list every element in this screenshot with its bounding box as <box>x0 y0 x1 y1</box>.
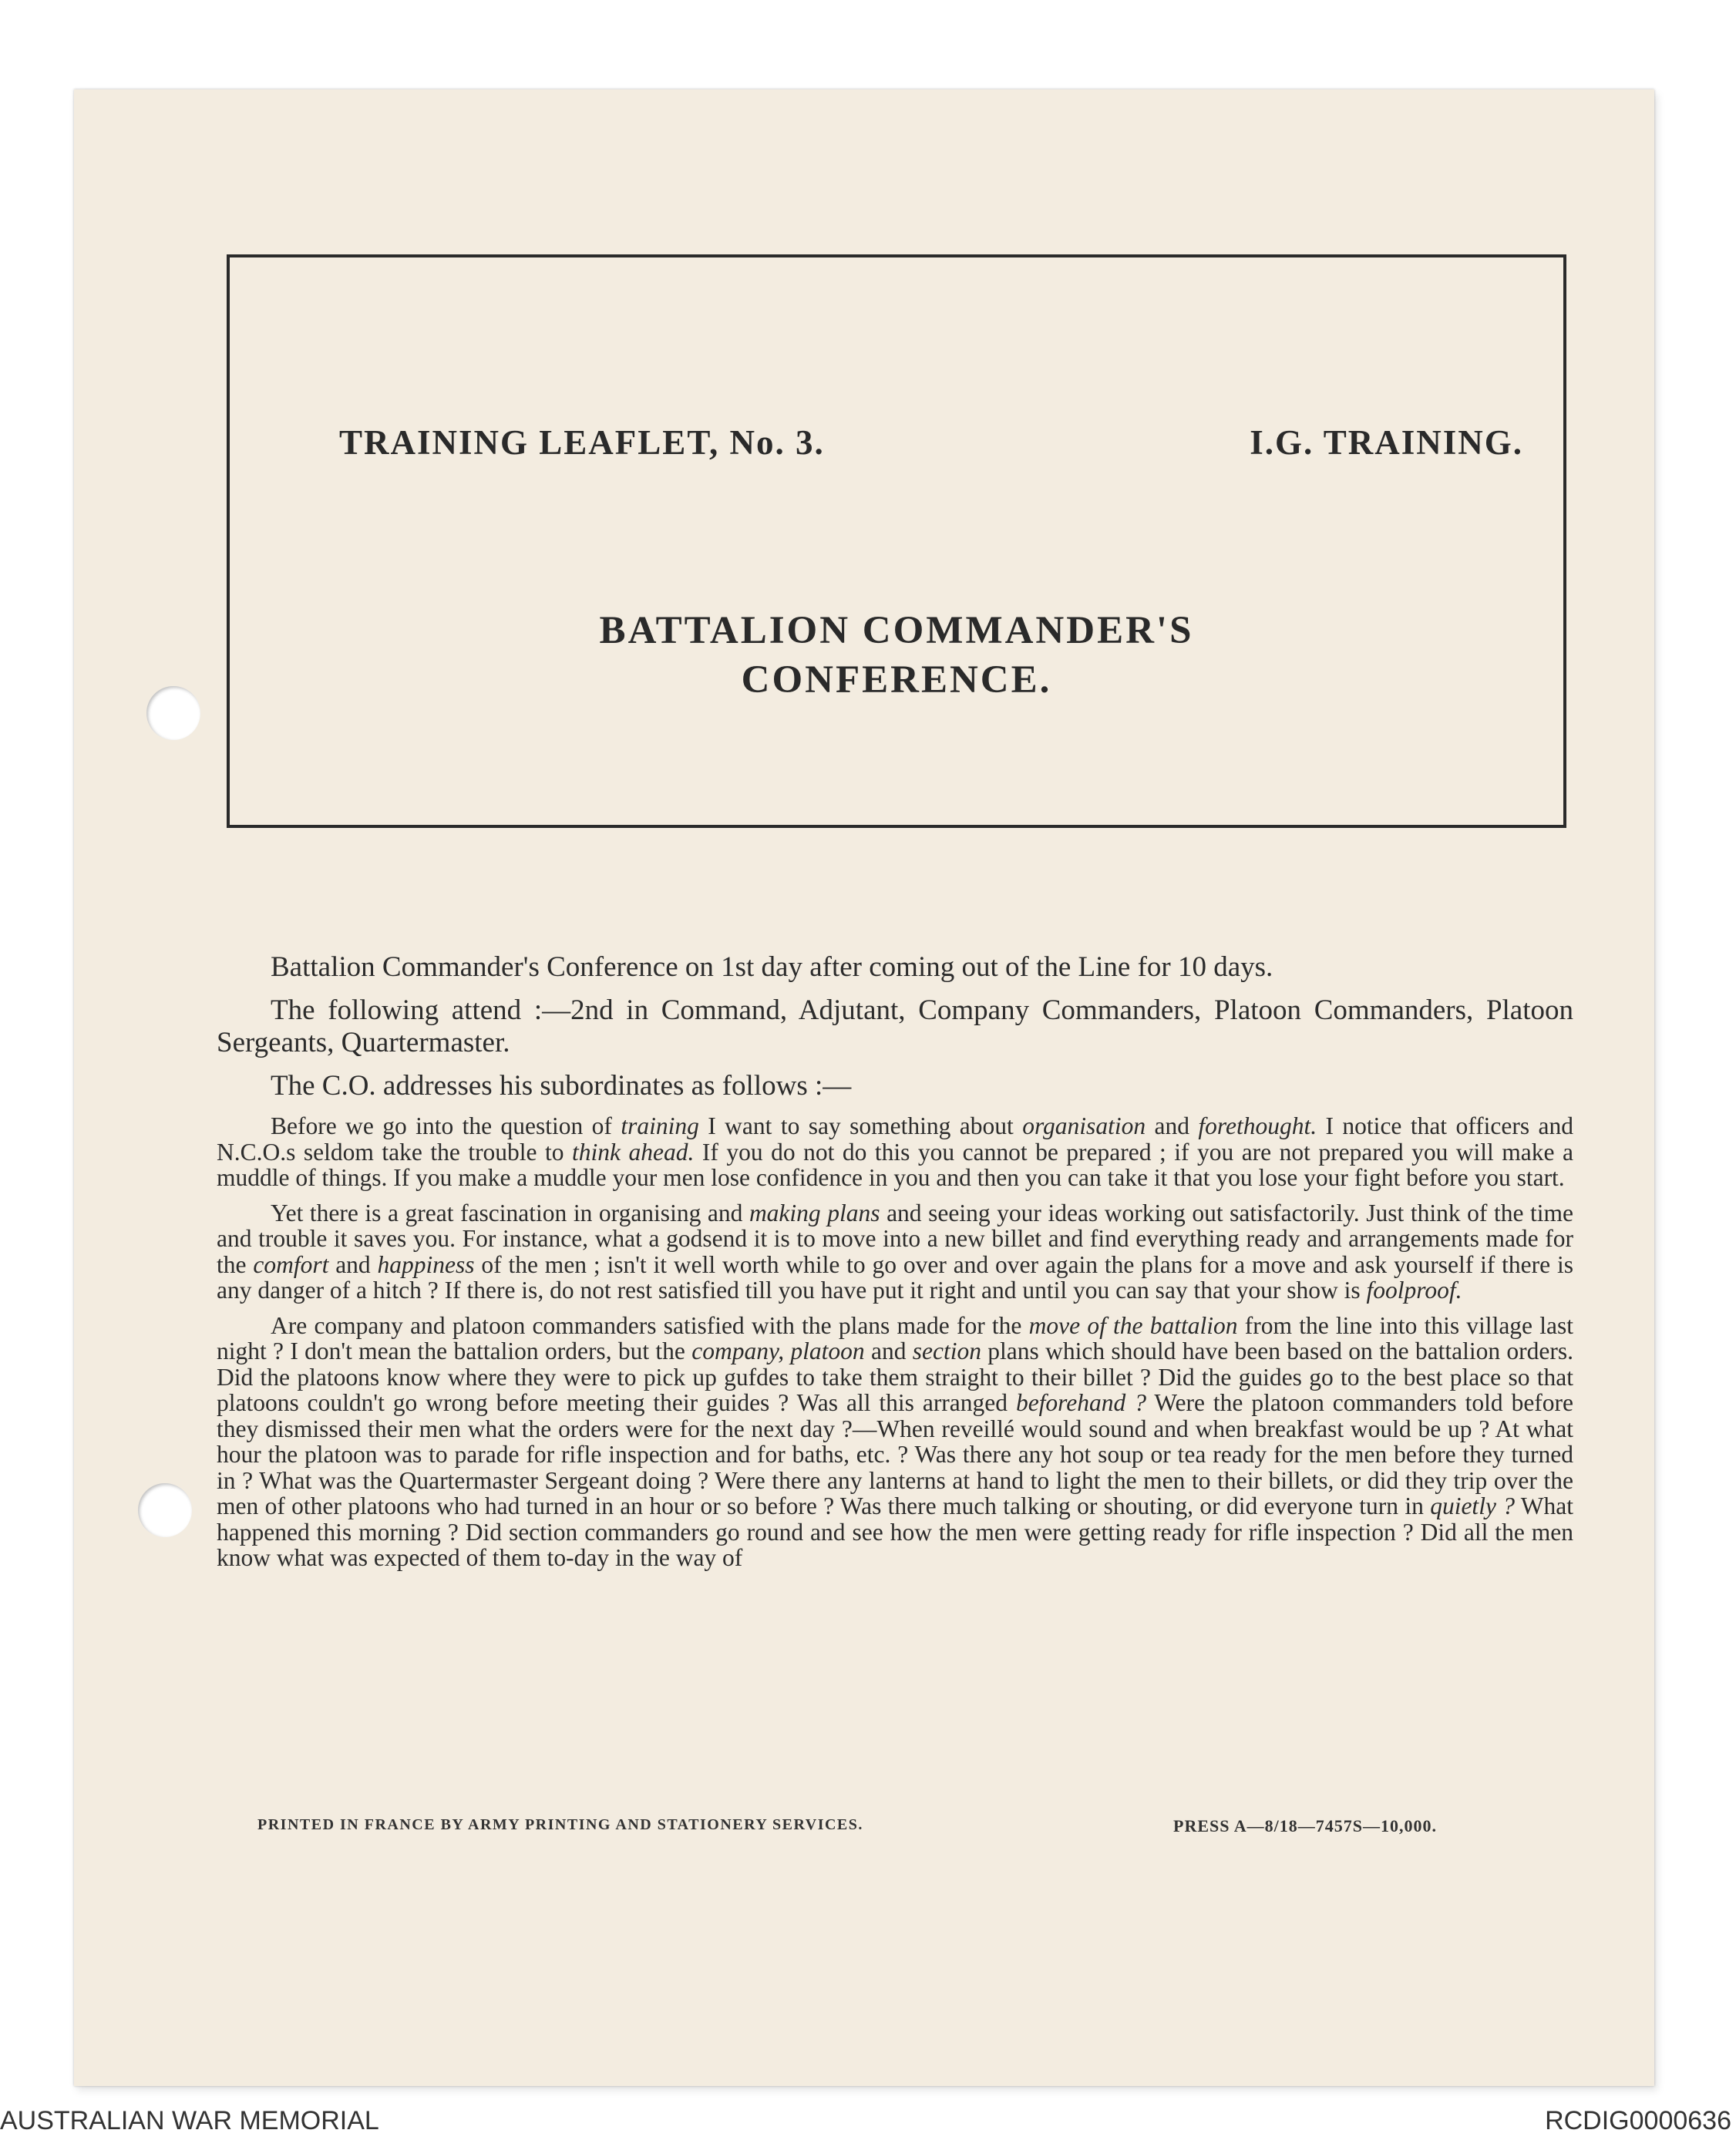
title-line-2: CONFERENCE. <box>741 658 1052 702</box>
emphasis: move of the battalion <box>1028 1311 1238 1339</box>
emphasis: making plans <box>749 1199 880 1226</box>
emphasis: section <box>912 1338 981 1364</box>
text-run: Were the platoon commanders told before they dismissed their men what the orders were for the next day ?—When reveillé would sound and when breakfast would be up ? At what hour the platoon was to parade for rifle inspection and for baths, etc. ? Was there any hot soup or tea ready for the men before they turned in ? What was the Quartermaster Sergeant doing ? Were there any lanterns at hand to light the men to their billets, or did they trip over the men of other platoons who had turned in an hour or so before ? Was there much talking or shouting, or did everyone turn in <box>217 1389 1574 1519</box>
leaflet-page <box>74 89 1654 2086</box>
page-title <box>230 606 1563 705</box>
paragraph-organisation <box>217 1113 1573 1191</box>
text-run: Yet there is a great fascination in organising and <box>271 1199 749 1226</box>
intro-paragraph-1: Battalion Commander's Conference on 1st day after coming out of the Line for 10 days. <box>271 951 1273 983</box>
text-run: from the line into this village last night ? I don't mean the battalion orders, but the <box>217 1311 1573 1364</box>
emphasis: happiness <box>377 1250 475 1278</box>
emphasis: company, platoon <box>691 1338 865 1364</box>
text-run: of the men ; isn't it well worth while to go over and over again the plans for a move and ask yourself if there is any danger of a hitch ? If there is, do not rest satisfied till you have put it right and until you can say that your show is <box>217 1250 1574 1304</box>
paragraph-planning <box>217 1200 1573 1304</box>
archive-caption: AUSTRALIAN WAR MEMORIAL <box>0 2106 379 2135</box>
leaflet-number: TRAINING LEAFLET, No. 3. <box>339 423 825 462</box>
text-run: and <box>1146 1112 1199 1139</box>
text-run: I want to say something about <box>698 1112 1023 1139</box>
text-run: Are company and platoon commanders satisfied with the plans made for the <box>271 1311 1029 1339</box>
emphasis: foolproof. <box>1366 1277 1462 1304</box>
emphasis: training <box>621 1112 699 1139</box>
emphasis: organisation <box>1022 1112 1146 1139</box>
text-run: and <box>328 1250 378 1278</box>
intro-paragraph-2: The following attend :—2nd in Command, Adjutant, Company Commanders, Platoon Commanders, Platoon Sergeants, Quartermaster. <box>217 994 1573 1058</box>
text-run: and <box>864 1338 913 1364</box>
text-run: If you do not do this you cannot be prepared ; if you are not prepared you will make a muddle of things. If you make a muddle your men lose confidence in you and then you can take it that you lose your fight before you start. <box>217 1138 1574 1191</box>
text-run: and seeing your ideas working out satisfactorily. Just think of the time and trouble it saves you. For instance, what a godsend it is to move into a new billet and find everything ready and arrangements made for the <box>217 1199 1573 1278</box>
body-text <box>217 951 1573 1580</box>
punch-hole-bottom <box>138 1483 192 1537</box>
training-category: I.G. TRAINING. <box>1250 423 1523 462</box>
title-line-1: BATTALION COMMANDER'S <box>599 609 1194 652</box>
archive-id: RCDIG0000636 <box>1545 2106 1731 2135</box>
emphasis: quietly ? <box>1430 1492 1516 1519</box>
text-run: plans which should have been based on the battalion orders. Did the platoons know where they were to pick up gufdes to take them straight to their billet ? Did the guides go to the best place so that platoons couldn't go wrong before meeting their guides ? Was all this arranged <box>217 1338 1574 1416</box>
emphasis: think ahead. <box>572 1138 695 1166</box>
emphasis: comfort <box>253 1250 329 1278</box>
emphasis: beforehand ? <box>1015 1389 1146 1416</box>
punch-hole-top <box>146 686 200 740</box>
press-code: PRESS A—8/18—7457S—10,000. <box>1173 1816 1437 1835</box>
text-run: What happened this morning ? Did section commanders go round and see how the men were getting ready for rifle inspection ? Did all the men know what was expected of them to-day in the way of <box>217 1492 1573 1571</box>
paragraph-battalion-move <box>217 1313 1573 1571</box>
intro-paragraph-3: The C.O. addresses his subordinates as follows :— <box>271 1070 852 1102</box>
printer-imprint: PRINTED IN FRANCE BY ARMY PRINTING AND STATIONERY SERVICES. <box>257 1816 863 1833</box>
text-run: I notice that officers and N.C.O.s seldom take the trouble to <box>217 1112 1573 1166</box>
title-box <box>227 254 1566 828</box>
emphasis: forethought. <box>1198 1112 1317 1139</box>
text-run: Before we go into the question of <box>271 1112 621 1139</box>
